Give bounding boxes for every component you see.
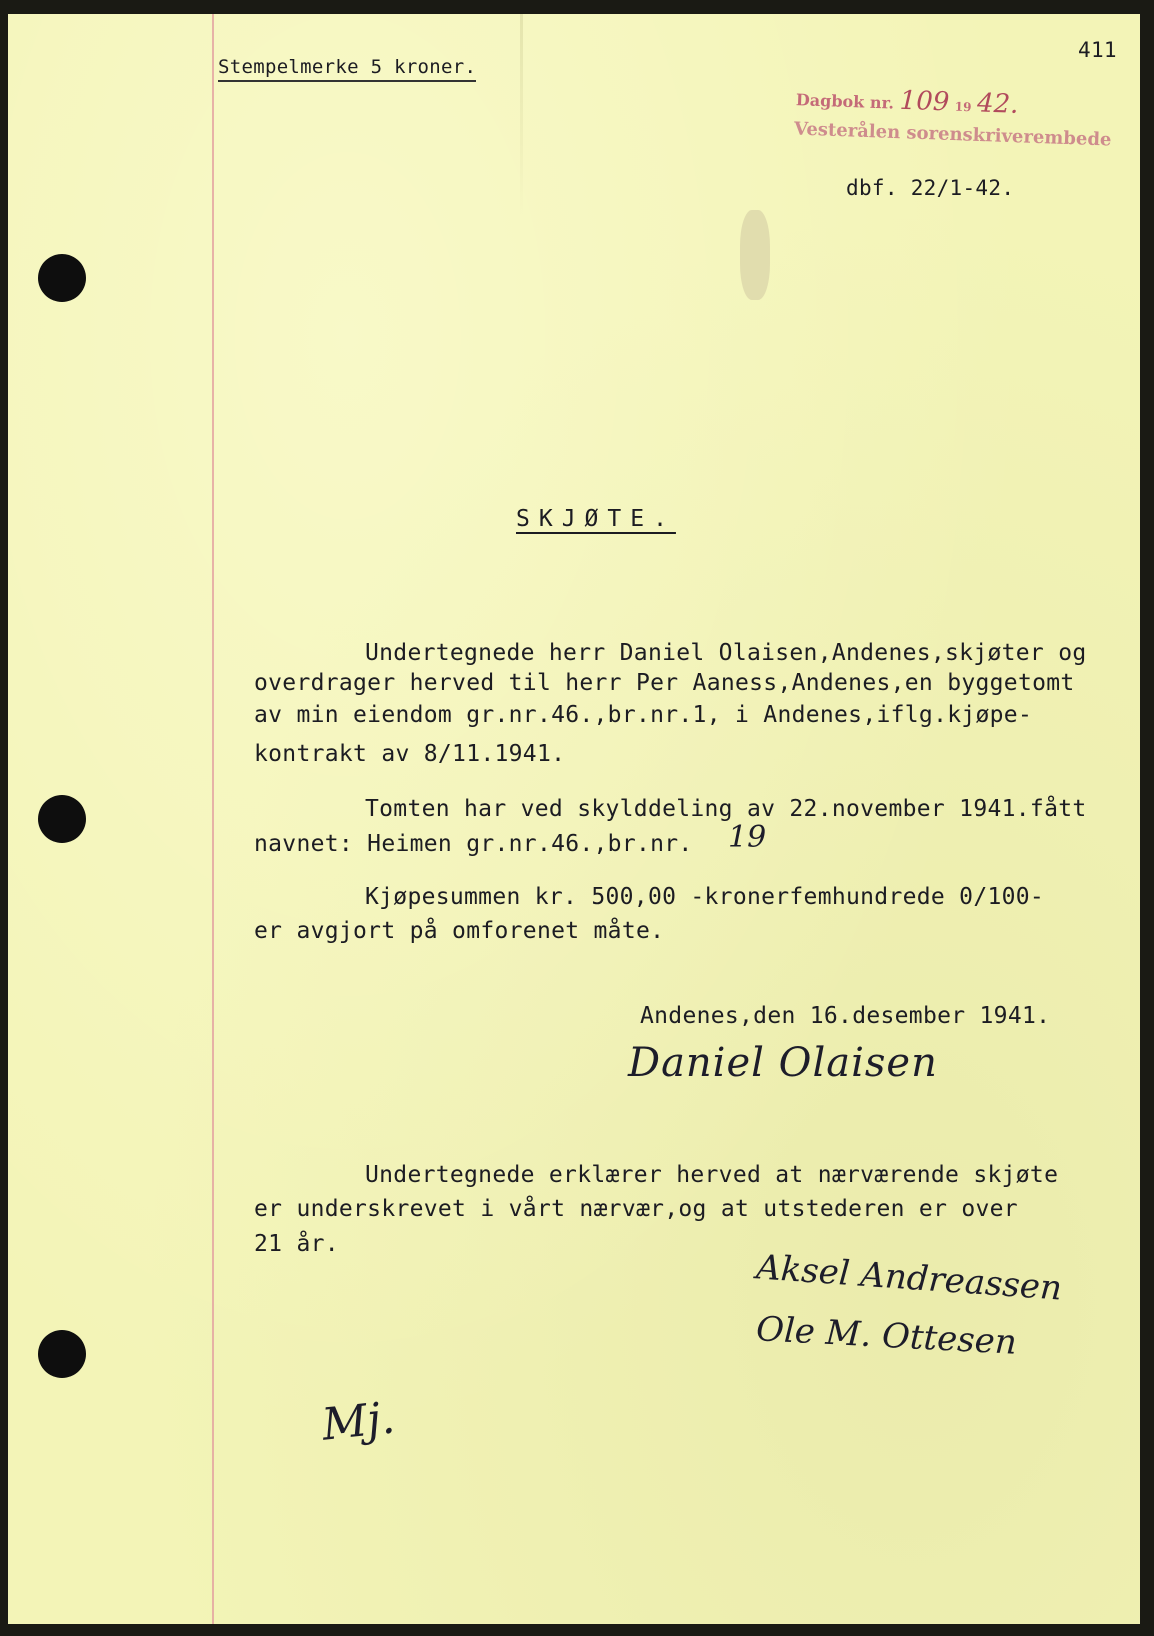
place-date: Andenes,den 16.desember 1941.	[640, 1003, 1051, 1029]
seller-signature: Daniel Olaisen	[628, 1040, 938, 1086]
initials: Mj.	[319, 1392, 398, 1451]
para3-line1: Kjøpesummen kr. 500,00 -kronerfemhundrede 0/100-	[365, 884, 1045, 910]
office-stamp: Vesterålen sorenskriverembede	[793, 118, 1112, 151]
fold-mark	[520, 14, 523, 214]
dbf-reference: dbf. 22/1-42.	[846, 176, 1015, 200]
dagbok-prefix: Dagbok nr.	[795, 90, 895, 113]
punch-hole-top	[38, 254, 86, 302]
paper-stain	[740, 210, 770, 300]
handwritten-plot-number: 19	[728, 820, 767, 855]
punch-hole-middle	[38, 795, 86, 843]
punch-hole-bottom	[38, 1330, 86, 1378]
para4-line1: Undertegnede erklærer herved at nærværende skjøte	[365, 1162, 1059, 1188]
para1-line4: kontrakt av 8/11.1941.	[254, 741, 566, 767]
para2-line2: navnet: Heimen gr.nr.46.,br.nr.	[254, 831, 693, 857]
para4-line2: er underskrevet i vårt nærvær,og at utstederen er over	[254, 1196, 1018, 1222]
para1-line3: av min eiendom gr.nr.46.,br.nr.1, i Andenes,iflg.kjøpe-	[254, 702, 1033, 728]
para1-line2: overdrager herved til herr Per Aaness,Andenes,en byggetomt	[254, 670, 1075, 696]
page-number: 411	[1078, 38, 1117, 62]
dagbok-year: 42.	[976, 88, 1020, 120]
dagbok-number: 109	[899, 85, 950, 118]
margin-line	[212, 14, 214, 1624]
para3-line2: er avgjort på omforenet måte.	[254, 918, 665, 944]
document-title: SKJØTE.	[516, 506, 676, 532]
dagbok-century: 19	[954, 99, 972, 115]
stamp-label: Stempelmerke 5 kroner.	[218, 56, 476, 82]
witness-signature-1: Aksel Andreassen	[754, 1247, 1064, 1309]
para1-line1: Undertegnede herr Daniel Olaisen,Andenes,skjøter og	[365, 640, 1087, 666]
para2-line1: Tomten har ved skylddeling av 22.november 1941.fått	[365, 796, 1087, 822]
witness-signature-2: Ole M. Ottesen	[755, 1309, 1018, 1363]
para4-line3: 21 år.	[254, 1231, 339, 1257]
